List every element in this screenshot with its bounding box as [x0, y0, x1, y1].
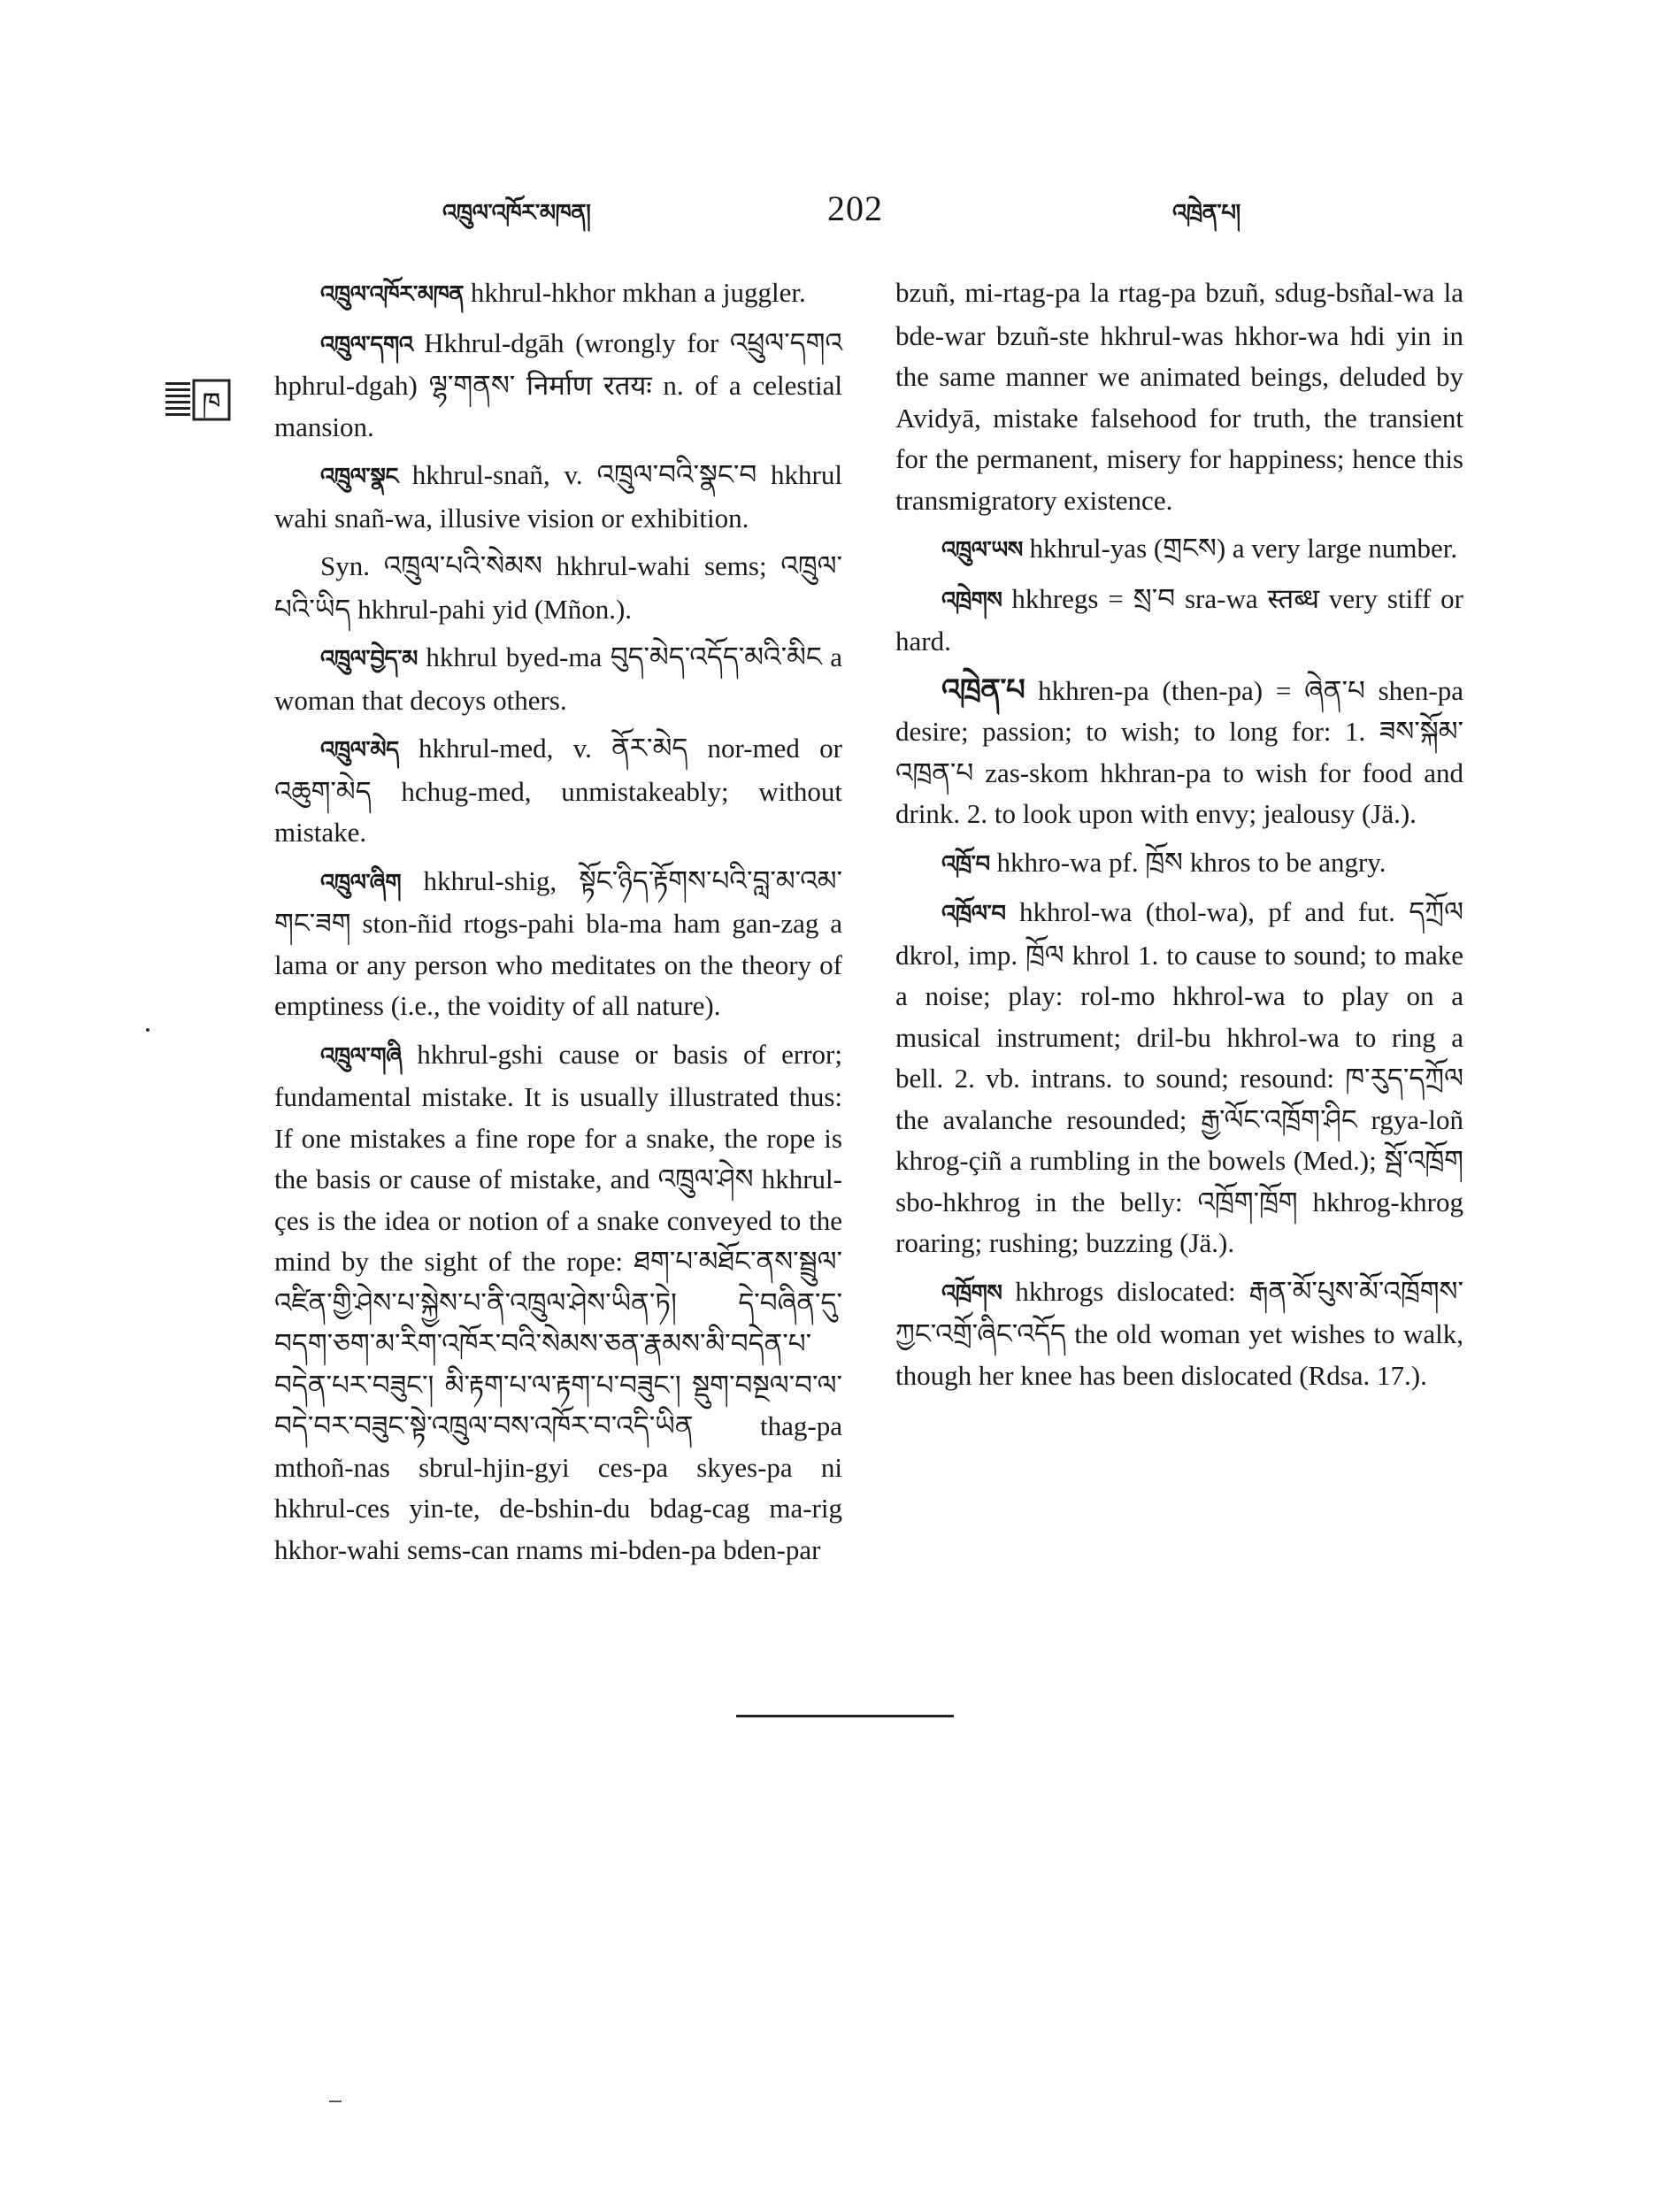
- entry: [274, 455, 842, 539]
- entry-tibetan-headword: འཁྲོ་བ: [941, 850, 990, 878]
- entry: [274, 728, 842, 854]
- entry-text: hkhrul-snañ, v. འཁྲུལ་བའི་སྣང་བ hkhrul wahi snañ-wa, illusive vision or exhibition.: [274, 459, 842, 534]
- thumb-index-letter: ཁ: [202, 388, 221, 419]
- header-right-guideword: འཁྲེན་པ།: [1172, 200, 1240, 227]
- entry: [895, 842, 1463, 886]
- entry: [895, 670, 1463, 835]
- entry-text: hkhrul byed-ma བུད་མེད་འདོད་མའི་མིང a woman that decoys others.: [274, 641, 842, 716]
- entry-text: hkhrul-yas (གྲངས) a very large number.: [1029, 533, 1458, 564]
- scan-speck: [329, 2101, 342, 2102]
- header-left-guideword: འཁྲུལ་འཁོར་མཁན།: [442, 200, 591, 227]
- scan-speck: [146, 1028, 150, 1032]
- entry-text: hkhrul-gshi cause or basis of error; fundamental mistake. It is usually illustrated thus: If one mistakes a fine rope for a snake, the rope is the basis or cause of mistake, and འཁྲུལ་ཤེས hkhrul-çes is the idea or notion of a snake conveyed to the mind by the sight of the rope: ཐག་པ་མཐོང་ནས་སྦྲུལ་འཛིན་གྱི་ཤེས་པ་སྐྱེས་པ་ནི་འཁྲུལ་ཤེས་ཡིན་ཏེ། དེ་བཞིན་དུ་བདག་ཅག་མ་རིག་འཁོར་བའི་སེམས་ཅན་རྣམས་མི་བདེན་པ་བདེན་པར་བཟུང་། མི་རྟག་པ་ལ་རྟག་པ་བཟུང་། སྡུག་བསྔལ་བ་ལ་བདེ་བར་བཟུང་སྟེ་འཁྲུལ་བས་འཁོར་བ་འདི་ཡིན thag-pa mthoñ-nas sbrul-hjin-gyi ces-pa skyes-pa ni hkhrul-ces yin-te, de-bshin-du bdag-cag ma-rig hkhor-wahi sems-can rnams mi-bden-pa bden-par: [274, 1038, 842, 1565]
- entry-text: hkhro-wa pf. ཁྲོས khros to be angry.: [996, 846, 1386, 878]
- page-number: 202: [827, 188, 883, 228]
- entry-tibetan-headword: འཁྲེན་པ: [941, 672, 1025, 708]
- running-header: [0, 188, 1659, 241]
- entry-tibetan-headword: འཁྲོགས: [941, 1279, 1002, 1307]
- entry-tibetan-headword: འཁྲེགས: [941, 587, 1002, 614]
- entry-tibetan-headword: འཁྲུལ་གཞི: [320, 1042, 402, 1070]
- entry-tibetan-headword: འཁྲུལ་འཁོར་མཁན: [320, 281, 465, 308]
- entry: [274, 273, 842, 316]
- entry-text: hkhrol-wa (thol-wa), pf and fut. དཀྲོལ dkrol, imp. ཁྲོལ khrol 1. to cause to sound; to make a noise; play: rol-mo hkhrol-wa to play on a musical instrument; dril-bu hkhrol-wa to ring a bell. 2. vb. intrans. to sound; resound: ཁ་རུད་དཀྲོལ the avalanche resounded; རྒྱ་ལོང་འཁྲོག་ཤིང rgya-loñ khrog-çiñ a rumbling in the bowels (Med.); སྦོ་འཁྲོག sbo-hkhrog in the belly: འཁྲོག་ཁྲོག hkhrog-khrog roaring; rushing; buzzing (Jä.).: [895, 896, 1463, 1258]
- entry-text: Hkhrul-dgāh (wrongly for འཕྲུལ་དགའ hphrul-dgah) ལྷ་གནས་ निर्माण रतयः n. of a celestial mansion.: [274, 326, 842, 442]
- left-column: [274, 273, 842, 1578]
- entry-text: hkhrul-shig, སྟོང་ཉིད་རྟོགས་པའི་བླ་མ་འམ་གང་ཟག ston-ñid rtogs-pahi bla-ma ham gan-zag a lama or any person who meditates on the theory of emptiness (i.e., the voidity of all nature).: [274, 864, 842, 1021]
- entry-text: hkhregs = སྲ་བ sra-wa स्तब्ध very stiff or hard.: [895, 582, 1463, 657]
- entry: [274, 637, 842, 721]
- entry-tibetan-headword: འཁྲོལ་བ: [941, 901, 1006, 927]
- entry: [895, 1271, 1463, 1397]
- entry: [274, 1034, 842, 1571]
- entry: [895, 528, 1463, 572]
- entry-tibetan-headword: འཁྲུལ་ཞིག: [320, 869, 402, 896]
- entry-text: bzuñ, mi-rtag-pa la rtag-pa bzuñ, sdug-bsñal-wa la bde-war bzuñ-ste hkhrul-was hkhor-wa hdi yin in the same manner we animated beings, deluded by Avidyā, mistake falsehood for truth, the transient for the permanent, misery for happiness; hence this transmigratory existence.: [895, 277, 1463, 516]
- entry-tibetan-headword: འཁྲུལ་ཡས: [941, 537, 1023, 564]
- right-column: [895, 273, 1463, 1403]
- entry-text: hkhren-pa (then-pa) = ཞེན་པ shen-pa desire; passion; to wish; to long for: 1. ཟས་སྐོམ་འཁྲན་པ zas-skom hkhran-pa to wish for food and drink. 2. to look upon with envy; jealousy (Jä.).: [895, 674, 1463, 829]
- entry: [274, 546, 842, 630]
- entry-text: hkhrogs dislocated: རྒན་མོ་པུས་མོ་འཁྲོགས་ཀྱང་འགྲོ་ཞིང་འདོད the old woman yet wishes to walk, though her knee has been dislocated (Rdsa. 17.).: [895, 1275, 1463, 1391]
- entry-tibetan-headword: འཁྲུལ་མེད: [320, 737, 399, 764]
- book-thumb-index-icon: [165, 379, 231, 421]
- entry-text: Syn. འཁྲུལ་པའི་སེམས hkhrul-wahi sems; འཁྲུལ་པའི་ཡིད hkhrul-pahi yid (Mñon.).: [274, 550, 842, 625]
- end-of-section-rule: [736, 1715, 954, 1717]
- entry-tibetan-headword: འཁྲུལ་དགའ: [320, 331, 413, 358]
- entry-text: hkhrul-med, v. ནོར་མེད nor-med or འཆུག་མེད hchug-med, unmistakeably; without mistake.: [274, 733, 842, 848]
- entry: [274, 861, 842, 1027]
- entry: [895, 892, 1463, 1264]
- entry: [895, 273, 1463, 521]
- entry-text: hkhrul-hkhor mkhan a juggler.: [470, 277, 806, 308]
- entry-tibetan-headword: འཁྲུལ་སྣང: [320, 464, 398, 490]
- entry: [274, 323, 842, 449]
- entry: [895, 579, 1463, 663]
- entry-tibetan-headword: འཁྲུལ་བྱེད་མ: [320, 646, 418, 672]
